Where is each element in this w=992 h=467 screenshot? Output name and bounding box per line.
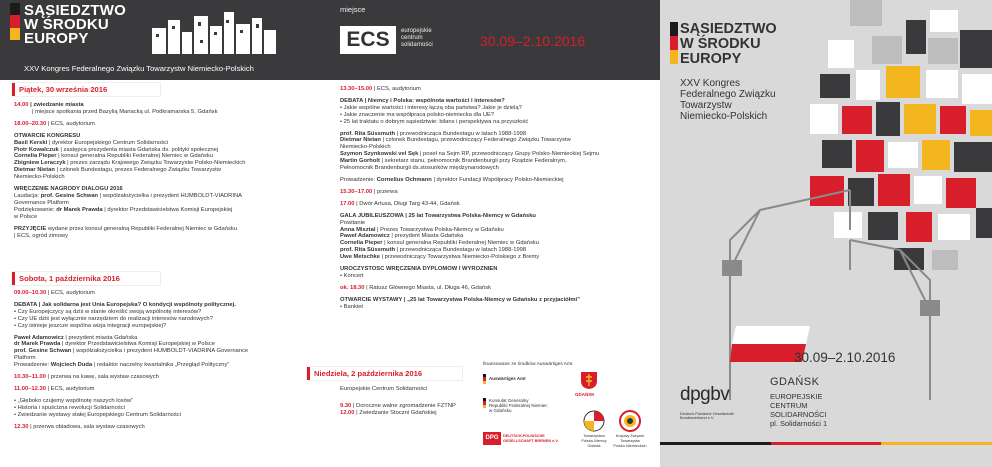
- speaker-name: Dietmar Nietan: [14, 167, 55, 174]
- line-text: • Zwiedzanie wystawy stałej Europejskiego Centrum Solidarności: [14, 411, 181, 418]
- flag-stripe: [10, 3, 20, 40]
- schedule-line: [340, 247, 656, 254]
- dpg-line: GESELLSCHAFT BREMEN e.V.: [503, 439, 559, 443]
- schedule-line: [14, 424, 326, 431]
- sponsors-caption: finansowane ze środków Auswärtiges Amt: [483, 362, 573, 367]
- kz-line: Krajowy Związek: [615, 434, 645, 438]
- ecs-logo-text: [401, 28, 433, 49]
- line-text: Laudacja:: [14, 192, 41, 199]
- schedule-line: [14, 341, 326, 348]
- line-text: DEBATA | Niemcy i Polska: wspólnota wartości i interesów?: [340, 97, 505, 104]
- line-text: • Czy Europejczycy są dziś w stanie określić swoją wspólnotę interesów?: [14, 308, 202, 315]
- cover-flag-stripe: [670, 22, 678, 64]
- cover-date: 30.09–2.10.2016: [794, 350, 896, 365]
- line-text: GALA JUBILEUSZOWA | 25 lat Towarzystwa Polska-Niemcy w Gdańsku: [340, 212, 536, 219]
- speaker-name: Zbigniew Leraczyk: [14, 160, 66, 167]
- schedule-line: [14, 316, 326, 323]
- schedule-line: [340, 131, 656, 138]
- header-title: [24, 4, 126, 46]
- line-text: Niemiecko-Polskich: [340, 144, 391, 151]
- speaker-name: Piotr Kowalczuk: [14, 146, 59, 153]
- line-text: | Ratusz Głównego Miasta, ul. Długa 46, Gdańsk: [364, 284, 492, 291]
- line-text: OTWARCIE KONGRESU: [14, 132, 81, 139]
- time-label: 11.00–12.30: [14, 385, 46, 392]
- line-text: | Prezes Towarzystwa Polska-Niemcy w Gdańsku: [375, 226, 504, 233]
- schedule-line: [340, 158, 656, 165]
- schedule-line: [340, 273, 656, 280]
- venue-address: pl. Solidarności 1: [770, 419, 828, 428]
- speaker-name: dr Marek Prawda: [56, 206, 103, 213]
- aa-logo-text: Auswärtiges Amt: [489, 376, 526, 381]
- line-text: | członek Bundestagu, prezes Federalnego Związku Towarzystw: [54, 167, 221, 174]
- line-text: • 25 lat traktatu o dobrym sąsiedztwie: bilans i perspektywa na przyszłość: [340, 118, 529, 125]
- schedule-line: [340, 119, 656, 126]
- tow-line: Gdańsk: [587, 444, 601, 448]
- line-text: | dyrektor Fundacji Współpracy Polsko-Niemieckiej: [431, 176, 564, 183]
- line-text: WRĘCZENIE NAGRODY DIALOGU 2016: [14, 186, 123, 193]
- line-text: | Doroczne walne zgromadzenie FZTNP: [351, 402, 456, 409]
- title-line: W ŚRODKU: [24, 16, 109, 33]
- speaker-name: prof. Gesine Schwan: [40, 192, 99, 199]
- line-text: Platform: [14, 355, 36, 362]
- time-label: 9.30: [340, 402, 352, 409]
- schedule-line: [14, 348, 326, 355]
- line-text: • Jakie wspólne wartości i interesy łączą oba państwa? Jakie je dzielą?: [340, 104, 522, 111]
- speaker-name: Anna Misztal: [340, 226, 376, 233]
- kz-line: Polsko-Niemieckich: [613, 444, 647, 448]
- speaker-name: PRZYJĘCIE: [14, 225, 47, 232]
- venue-line: SOLIDARNOŚCI: [770, 410, 827, 419]
- speaker-name: Wojciech Duda: [50, 362, 93, 369]
- line-text: Pełnomocnik Brandenburgii ds.stosunków międzynarodowych: [340, 165, 499, 172]
- schedule-line: [340, 240, 656, 247]
- konsulat-line: Konsulat Generalny: [489, 398, 529, 403]
- line-text: | Dwór Artusa, Długi Targ 43-44, Gdańsk: [354, 200, 460, 207]
- schedule-line: [14, 147, 326, 154]
- schedule-line: [340, 201, 656, 208]
- ecs-logo: ECS: [340, 26, 396, 54]
- time-label: 17.00: [340, 200, 355, 207]
- schedule-line: [14, 102, 326, 109]
- gdansk-crest-icon: [579, 370, 599, 390]
- day-heading-friday: Piątek, 30 września 2016: [12, 83, 160, 96]
- line-text: | zastępca prezydenta miasta Gdańska ds. polityki społecznej: [58, 146, 219, 153]
- schedule-line: [340, 165, 656, 172]
- schedule-line: [14, 121, 326, 128]
- line-text: | przewodniczący Towarzystwa Niemiecko-Polskiego z Bremy: [379, 254, 540, 261]
- schedule-line: [14, 362, 326, 369]
- schedule-line: [340, 98, 656, 105]
- speaker-name: Cornelius Ochmann: [376, 176, 432, 183]
- schedule-line: [14, 167, 326, 174]
- time-label: ok. 18.30: [340, 284, 365, 291]
- line-text: | przerwa obiadowa, sala wystaw czasowych: [28, 423, 145, 430]
- schedule-line: [14, 405, 326, 412]
- line-text: | członek Bundestagu, przewodniczący Federalnego Związku Towarzystw: [380, 137, 571, 144]
- speaker-name: Paweł Adamowicz: [14, 334, 64, 341]
- schedule-line: [340, 297, 656, 304]
- schedule-line: [14, 140, 326, 147]
- schedule-line: [14, 133, 326, 140]
- schedule-line: [340, 144, 656, 151]
- time-label: 12.00: [340, 409, 355, 416]
- schedule-line: [340, 410, 480, 417]
- schedule-saturday-afternoon: [340, 86, 656, 358]
- schedule-line: [340, 386, 480, 393]
- schedule-line: [340, 285, 656, 292]
- line-text: | konsul generalna Republiki Federalnej Niemiec w Gdańsku: [382, 240, 540, 247]
- line-text: | współzałożycielka i prezydent HUMBOLDT-VIADRINA Governance: [71, 348, 249, 355]
- krajowy-zwiazek-logo-text: [611, 434, 649, 449]
- line-text: | prezydent miasta Gdańska: [63, 334, 138, 341]
- schedule-line: [14, 323, 326, 330]
- line-text: | dyrektor Przedstawicielstwa Komisji Europejskiej: [102, 206, 233, 213]
- venue-line: CENTRUM: [770, 401, 808, 410]
- line-text: | redaktor naczelny kwartalnika „Przegląd Polityczny”: [92, 362, 230, 369]
- line-text: | sekretarz stanu, pełnomocnik Brandenburgii przy Rządzie Federalnym,: [379, 158, 567, 165]
- line-text: wydane przez konsul generalną Republiki Federalnej Niemiec w Gdańsku: [46, 225, 237, 232]
- line-text: | ECS, ogród zimowy: [14, 232, 69, 239]
- krajowy-zwiazek-logo-icon: [619, 410, 641, 432]
- line-text: | ECS, audytorium: [45, 385, 95, 392]
- schedule-line: [340, 227, 656, 234]
- line-text: Governance Platform: [14, 199, 69, 206]
- line-text: | miejsce spotkania przed Bazylią Mariacką ul. Podkramarska 5, Gdańsk: [32, 108, 218, 115]
- line-text: | Zwiedzanie Stoczni Gdańskiej: [354, 409, 437, 416]
- time-label: 09.00–10.30: [14, 290, 47, 296]
- schedule-line: [14, 302, 326, 309]
- schedule-line: [340, 213, 656, 220]
- speaker-name: prof. Gesine Schwan: [14, 348, 72, 355]
- dpg-logo: DPG: [483, 432, 501, 445]
- schedule-line: [14, 335, 326, 342]
- aa-flag-icon: [483, 374, 486, 384]
- line-text: OTWARCIE WYSTAWY | „25 lat Towarzystwa Polska-Niemcy w Gdańsku z przyjaciółmi”: [340, 296, 580, 303]
- schedule-line: [14, 226, 326, 233]
- day-heading-saturday: Sobota, 1 października 2016: [12, 272, 160, 285]
- line-text: | przewodnicząca Bundestagu w latach 1988-1998: [395, 247, 527, 254]
- line-text: • Czy istnieje jeszcze wspólna wizja integracji europejskiej?: [14, 322, 167, 329]
- line-text: | prezes zarządu Krajowego Związku Towarzystw Polsko-Niemieckich: [65, 160, 246, 167]
- cover-title-line: W ŚRODKU: [680, 36, 761, 52]
- venue-label: miejsce: [340, 5, 366, 14]
- dpgbv-line: Bundesverband e.V.: [680, 416, 715, 421]
- line-text: Podziękowanie:: [14, 206, 57, 213]
- dpgbv-logo-text: [680, 412, 734, 421]
- line-text: w Polsce: [14, 213, 38, 220]
- schedule-line: [14, 214, 326, 221]
- time-label: 14.00: [14, 102, 29, 108]
- schedule-line: [340, 189, 656, 196]
- schedule-line: [14, 386, 326, 393]
- schedule-line: [340, 403, 480, 410]
- cover-city: GDAŃSK: [770, 376, 820, 388]
- schedule-line: [340, 254, 656, 261]
- speaker-name: Dietmar Nietan: [340, 137, 381, 144]
- speaker-name: Martin Gorholt: [340, 158, 380, 165]
- time-label: 15.30–17.00: [340, 188, 373, 195]
- cover-venue: [770, 392, 827, 428]
- speaker-name: dr Marek Prawda: [14, 341, 61, 348]
- schedule-line: [340, 304, 656, 311]
- schedule-line: [14, 355, 326, 362]
- header-date: 30.09–2.10.2016: [480, 33, 586, 49]
- line-text: DEBATA | Jak solidarna jest Unia Europejska? O kondycji wspólnoty politycznej.: [14, 301, 236, 308]
- schedule-line: [14, 309, 326, 316]
- time-label: 12.30: [14, 423, 29, 430]
- schedule-line: [14, 193, 326, 200]
- schedule-line: [14, 207, 326, 214]
- schedule-line: [340, 105, 656, 112]
- line-text: | ECS, audytorium: [46, 120, 95, 127]
- line-text: | dyrektor Przedstawicielstwa Komisji Europejskiej w Polsce: [60, 341, 215, 348]
- cover-sub-line: XXV Kongres: [680, 78, 741, 89]
- schedule-line: [14, 233, 326, 240]
- gdansk-logo-text: GDAŃSK: [575, 392, 595, 397]
- time-label: 10.30–11.00: [14, 374, 46, 381]
- time-label: 13.30–15.00: [340, 86, 373, 92]
- line-text: Prowadzenie:: [14, 362, 51, 369]
- speaker-name: Cornelia Pieper: [14, 153, 57, 160]
- line-text: | zwiedzanie miasta: [28, 102, 84, 108]
- cover-bottom-stripe: [660, 442, 992, 445]
- schedule-line: [14, 174, 326, 181]
- tow-line: Towarzystwo: [583, 434, 605, 438]
- schedule-line: [14, 200, 326, 207]
- line-text: | dyrektor Europejskiego Centrum Solidarności: [47, 139, 169, 146]
- line-text: | przewodnicząca Bundestagu w latach 1988-1998: [395, 130, 527, 137]
- line-text: • Czy UE dziś jest wyłącznie narzędziem do realizacji interesów narodowych?: [14, 315, 213, 322]
- ecs-desc-line: centrum: [401, 35, 423, 41]
- header-subtitle: XXV Kongres Federalnego Związku Towarzystw Niemiecko-Polskich: [24, 64, 254, 73]
- line-text: | konsul generalna Republiki Federalnej Niemiec w Gdańsku: [56, 153, 214, 160]
- line-text: UROCZYSTOŚĆ WRĘCZENIA DYPLOMÓW I WYRÓŻNIEŃ: [340, 266, 498, 273]
- speaker-name: Paweł Adamowicz: [340, 233, 390, 240]
- line-text: Niemiecko-Polskich: [14, 174, 65, 181]
- schedule-line: [340, 266, 656, 273]
- line-text: Europejskie Centrum Solidarności: [340, 386, 428, 392]
- title-line: SĄSIEDZTWO: [24, 2, 126, 19]
- time-label: 18.00–20.30: [14, 120, 47, 127]
- konsulat-line: Republiki Federalnej Niemiec: [489, 403, 548, 408]
- speaker-name: Uwe Metschke: [340, 254, 380, 261]
- cover-panel: [660, 0, 992, 467]
- konsulat-line: w Gdańsku: [489, 408, 512, 413]
- line-text: • Bankiet: [340, 303, 363, 310]
- schedule-line: [340, 233, 656, 240]
- schedule-line: [340, 86, 656, 93]
- cover-title-line: SĄSIEDZTWO: [680, 21, 777, 37]
- schedule-line: [14, 374, 326, 381]
- line-text: | przerwa na kawę, sala wystaw czasowych: [45, 374, 159, 381]
- header-banner: [0, 0, 660, 80]
- line-text: | przerwa: [372, 188, 398, 195]
- line-text: • Historia i spuścizna rewolucji Solidarności: [14, 404, 125, 411]
- ecs-desc-line: europejskie: [401, 28, 432, 34]
- line-text: • Jakie znaczenie ma współpraca polsko-niemiecka dla UE?: [340, 111, 495, 118]
- dpgbv-line: Deutsch-Polnische Gesellschaft: [680, 412, 734, 416]
- speaker-name: Basil Kerski: [14, 139, 48, 146]
- speaker-name: prof. Rita Süssmuth: [340, 130, 396, 137]
- schedule-line: [14, 109, 326, 116]
- cover-sub-line: Towarzystw: [680, 100, 732, 111]
- schedule-line: [14, 186, 326, 193]
- towarzystwo-logo-icon: [583, 410, 605, 432]
- schedule-friday: [14, 102, 326, 266]
- tow-line: Polska-Niemcy: [581, 439, 607, 443]
- line-text: Powitanie: [340, 219, 366, 226]
- speaker-name: Cornelia Pieper: [340, 240, 383, 247]
- cover-title: [680, 22, 777, 67]
- day-heading-sunday: Niedziela, 2 października 2016: [307, 367, 462, 380]
- cover-subtitle: [680, 78, 776, 122]
- schedule-sunday: [340, 386, 480, 446]
- venue-line: EUROPEJSKIE: [770, 392, 823, 401]
- line-text: Prowadzenie:: [340, 176, 377, 183]
- schedule-line: [340, 220, 656, 227]
- schedule-saturday: [14, 290, 326, 464]
- konsulat-flag-icon: [483, 398, 486, 408]
- schedule-line: [340, 177, 656, 184]
- schedule-line: [340, 112, 656, 119]
- cover-sub-line: Federalnego Związku: [680, 89, 776, 100]
- schedule-line: [340, 137, 656, 144]
- kz-line: Towarzystw: [620, 439, 640, 443]
- konsulat-logo-text: [489, 398, 548, 413]
- sponsors-area: [483, 362, 655, 462]
- skyline-illustration: [152, 12, 276, 54]
- title-line: EUROPY: [24, 30, 89, 47]
- cover-sub-line: Niemiecko-Polskich: [680, 111, 768, 122]
- speaker-name: Szymon Szynkowski vel Sęk: [340, 151, 419, 158]
- line-text: | ECS, audytorium: [46, 290, 95, 296]
- speaker-name: prof. Rita Süssmuth: [340, 247, 396, 254]
- line-text: | prezydent Miasta Gdańska: [389, 233, 464, 240]
- schedule-line: [340, 151, 656, 158]
- towarzystwo-logo-text: [579, 434, 609, 449]
- dpg-line: DEUTSCH-POLNISCHE: [503, 434, 545, 438]
- line-text: | współzałożycielka i prezydent HUMBOLDT-VIADRINA: [98, 192, 243, 199]
- dpgbv-logo: dpgbv: [680, 384, 730, 405]
- dpg-logo-text: [503, 434, 559, 444]
- schedule-line: [14, 160, 326, 167]
- schedule-line: [14, 398, 326, 405]
- schedule-line: [14, 290, 326, 297]
- cover-title-line: EUROPY: [680, 51, 742, 67]
- schedule-line: [14, 153, 326, 160]
- line-text: • „Głęboko czujemy wspólnotę naszych losów”: [14, 397, 133, 404]
- line-text: | poseł na Sejm RP, przewodniczący Grupy Polsko-Niemieckiej Sejmu: [418, 151, 600, 158]
- line-text: • Koncert: [340, 272, 364, 279]
- line-text: | ECS, audytorium: [372, 86, 421, 92]
- schedule-line: [14, 412, 326, 419]
- ecs-desc-line: solidarności: [401, 42, 433, 48]
